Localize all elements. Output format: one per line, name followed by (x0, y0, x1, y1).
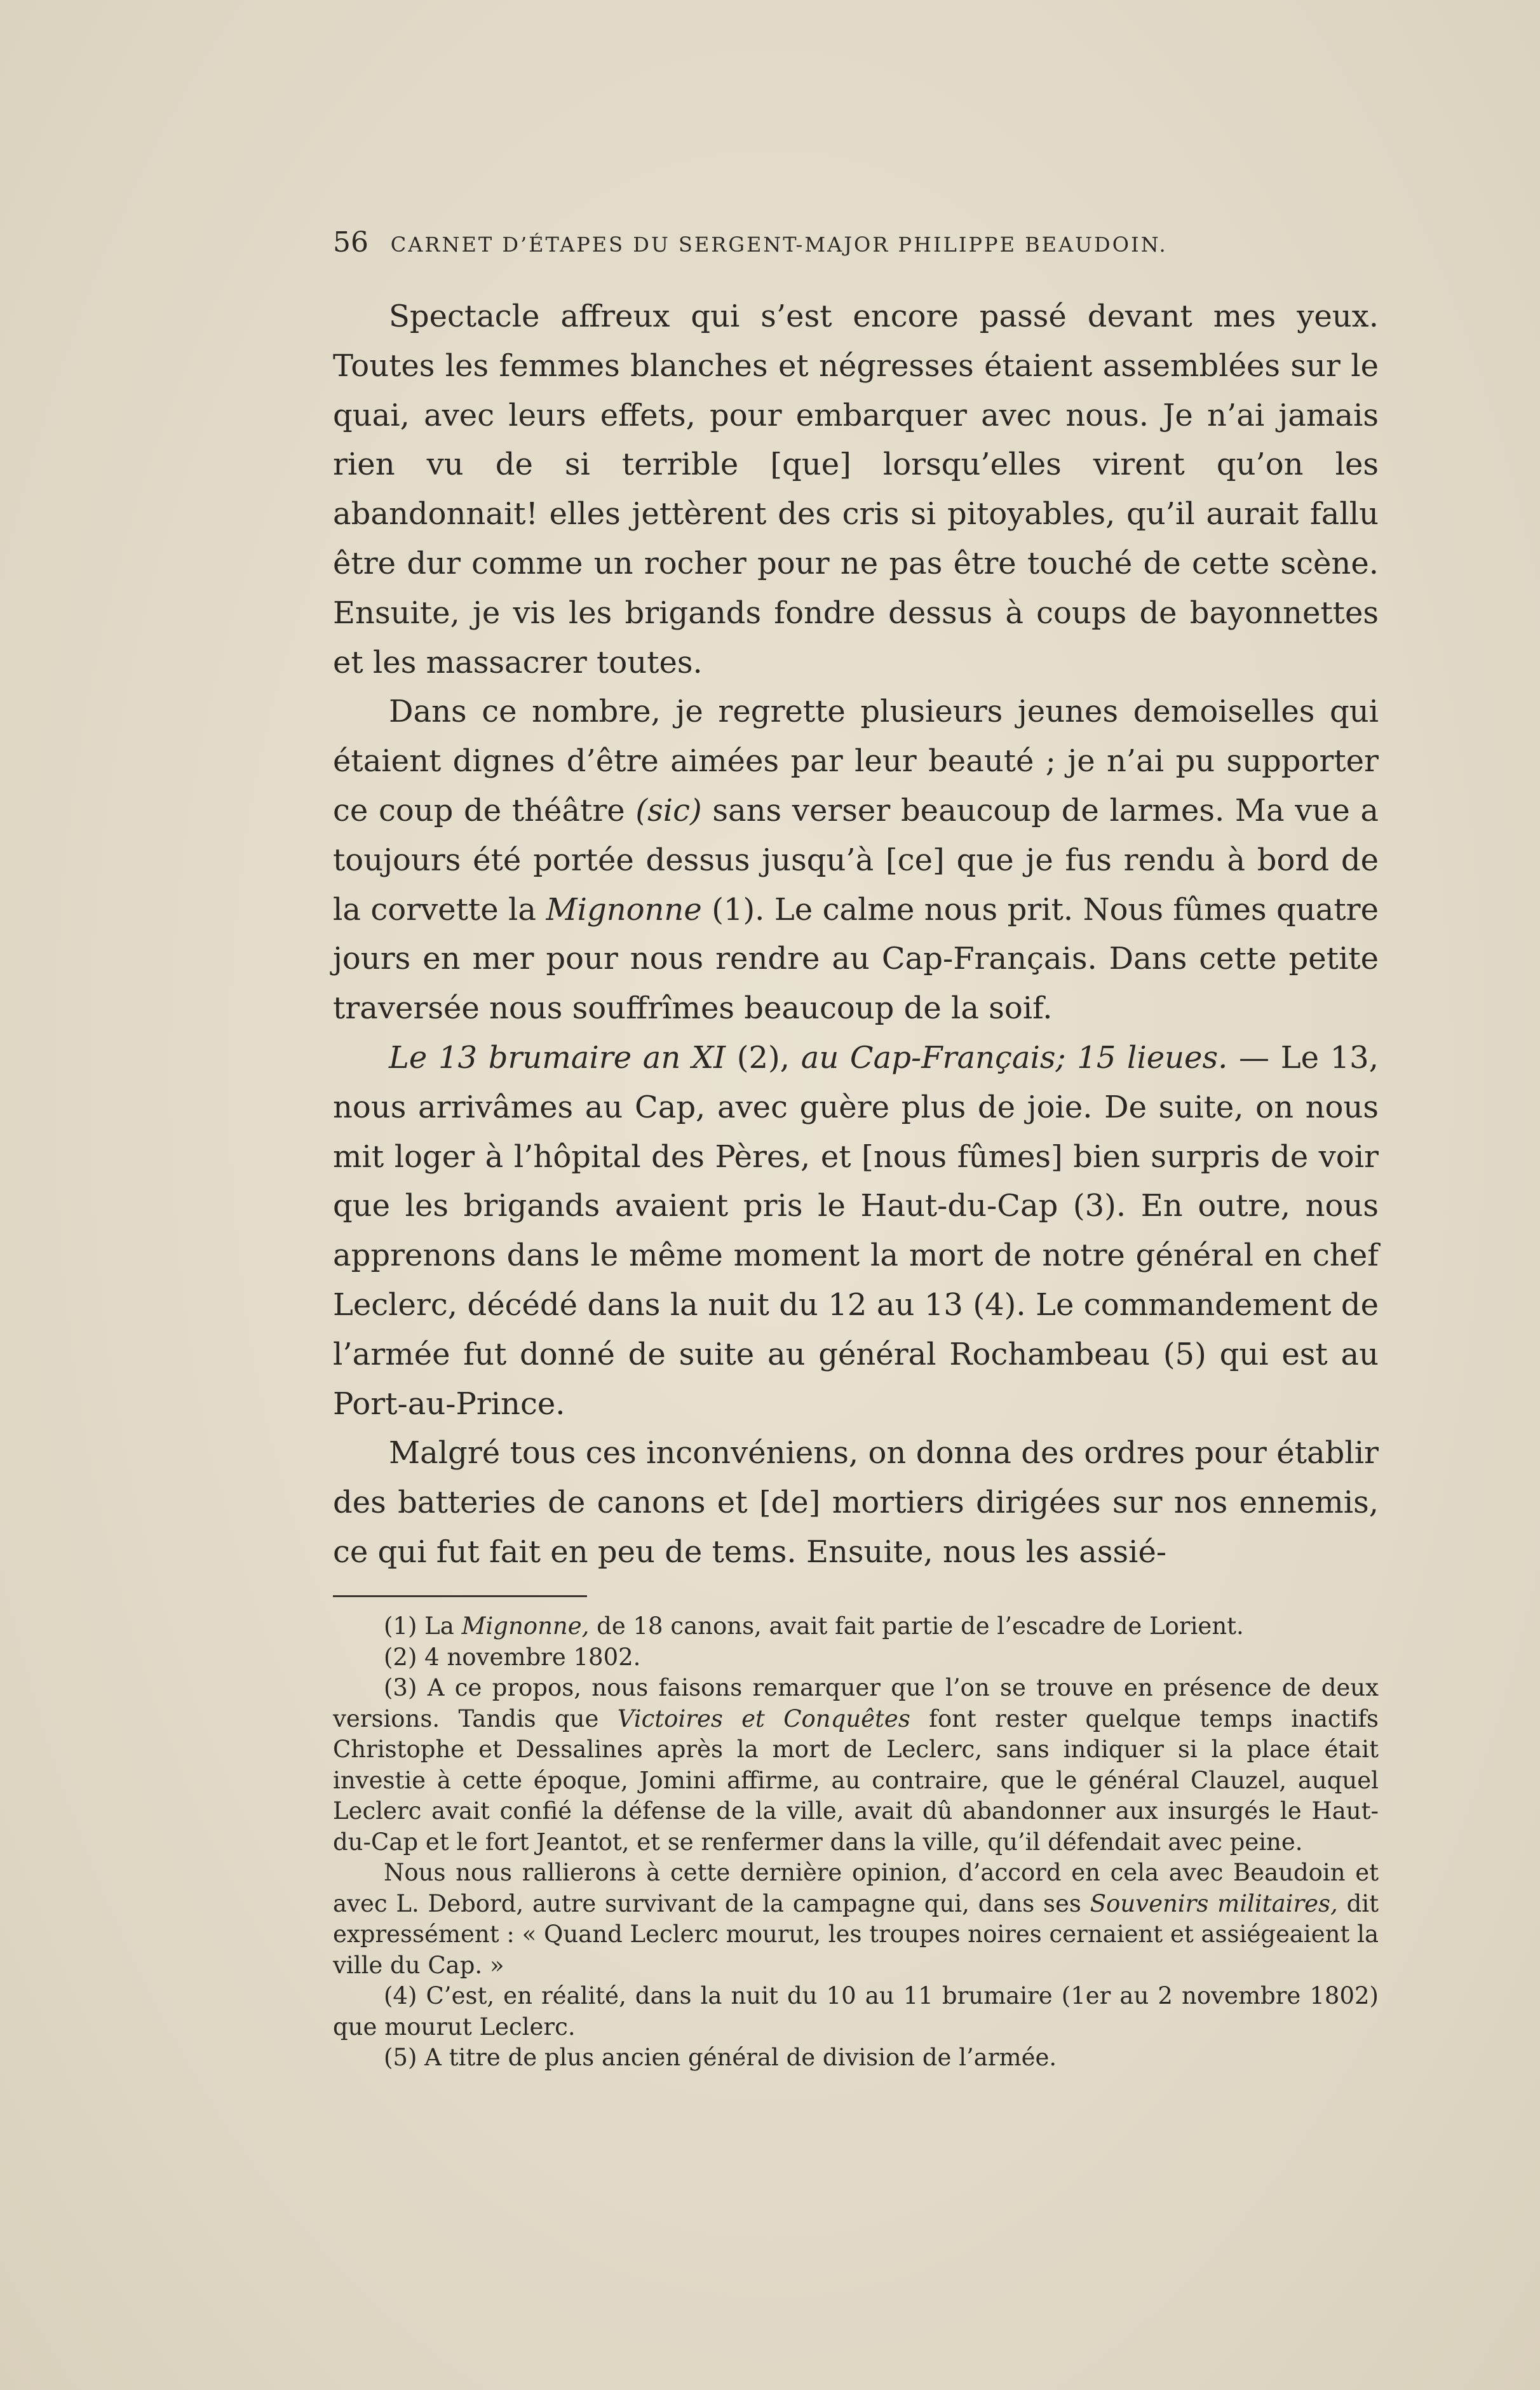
footnote-5: (5) A titre de plus ancien général de division de l’armée. (384, 2044, 1057, 2071)
footnote-1 (333, 1611, 1379, 1642)
footnote-3c-title: Souvenirs militaires, (1090, 1889, 1338, 1917)
footnote-1-label: (1) La (384, 1612, 454, 1640)
ship-name: Mignonne (546, 891, 702, 928)
footnote-3 (333, 1673, 1379, 1858)
paragraph-2-part-a: Dans ce nombre, je regrette plusieurs jeunes demoiselles qui étaient dignes d’être aimées par leur beauté ; je n’ai pu supporter ce coup de théâtre (333, 694, 1379, 828)
footnote-1-text: de 18 canons, avait fait partie de l’escadre de Lorient. (597, 1612, 1244, 1640)
paragraph-2-part-b: sans verser beaucoup de larmes. Ma vue a toujours été portée dessus jusqu’à [ce] que je fus rendu à bord de la corvette la (333, 792, 1379, 928)
paragraph-3-text: — Le 13, nous arrivâmes au Cap, avec guère plus de joie. De suite, on nous mit loger à l’hôpital des Pères, et [nous fûmes] bien surpris de voir que les brigands avaient pris le Haut-du-Cap (3). En outre, nous apprenons dans le même moment la mort de notre général en chef Leclerc, décédé dans la nuit du 12 au 13 (4). Le commandement de l’armée fut donné de suite au général Rochambeau (5) qui est au Port-au-Prince. (333, 1039, 1379, 1422)
paragraph-2-part-c: (1). Le calme nous prit. Nous fûmes quatre jours en mer pour nous rendre au Cap-Français. Dans cette petite traversée nous souffrîmes beaucoup de la soif. (333, 891, 1379, 1027)
paragraph-4: Malgré tous ces inconvéniens, on donna des ordres pour établir des batteries de canons et [de] mortiers dirigées sur nos ennemis, ce qui fut fait en peu de tems. Ensuite, nous les assié- (333, 1435, 1379, 1570)
footnote-1-ship: Mignonne, (461, 1612, 590, 1640)
running-header (333, 224, 1388, 264)
main-text (333, 292, 1379, 1577)
footnote-3c-part-a: Nous nous rallierons à cette dernière opinion, d’accord en cela avec Beaudoin et avec L. Debord, autre survivant de la campagne qui, dans ses (333, 1859, 1379, 1917)
page-number: 56 (333, 226, 368, 259)
paragraph-2 (333, 687, 1379, 1034)
footnote-3-part-a: (3) A ce propos, nous faisons remarquer que l’on se trouve en présence de deux versions. Tandis que (333, 1674, 1379, 1732)
date-rubric: Le 13 brumaire an XI (389, 1039, 726, 1076)
place-rubric: au Cap-Français; 15 lieues. (800, 1039, 1228, 1076)
footnote-3c-part-b: dit expressément : « Quand Leclerc mourut, les troupes noires cernaient et assiégeaient la ville du Cap. » (333, 1889, 1379, 1979)
footnote-3-continued (333, 1858, 1379, 1981)
footnote-ref-2: (2), (736, 1039, 790, 1076)
sic-mark: (sic) (635, 792, 702, 828)
footnote-3-title: Victoires et Conquêtes (617, 1705, 910, 1732)
footnote-2: (2) 4 novembre 1802. (384, 1643, 641, 1671)
paragraph-1: Spectacle affreux qui s’est encore passé devant mes yeux. Toutes les femmes blanches et négresses étaient assemblées sur le quai, avec leurs effets, pour embarquer avec nous. Je n’ai jamais rien vu de si terrible [que] lorsqu’elles virent qu’on les abandonnait! elles jettèrent des cris si pitoyables, qu’il aurait fallu être dur comme un rocher pour ne pas être touché de cette scène. Ensuite, je vis les brigands fondre dessus à coups de bayonnettes et les massacrer toutes. (333, 299, 1379, 680)
footnote-4: (4) C’est, en réalité, dans la nuit du 10 au 11 brumaire (1er au 2 novembre 1802) que mourut Leclerc. (333, 1982, 1379, 2041)
footnote-3-part-b: font rester quelque temps inactifs Christophe et Dessalines après la mort de Leclerc, sans indiquer si la place était investie à cette époque, Jomini affirme, au contraire, que le général Clauzel, auquel Leclerc avait confié la défense de la ville, avait dû abandonner aux insurgés le Haut-du-Cap et le fort Jeantot, et se renfermer dans la ville, qu’il défendait avec peine. (333, 1705, 1379, 1856)
footnotes (333, 1611, 1379, 2074)
footnote-divider (333, 1595, 587, 1597)
paragraph-3 (333, 1034, 1379, 1429)
running-title: CARNET D’ÉTAPES DU SERGENT-MAJOR PHILIPPE BEAUDOIN. (390, 233, 1168, 257)
